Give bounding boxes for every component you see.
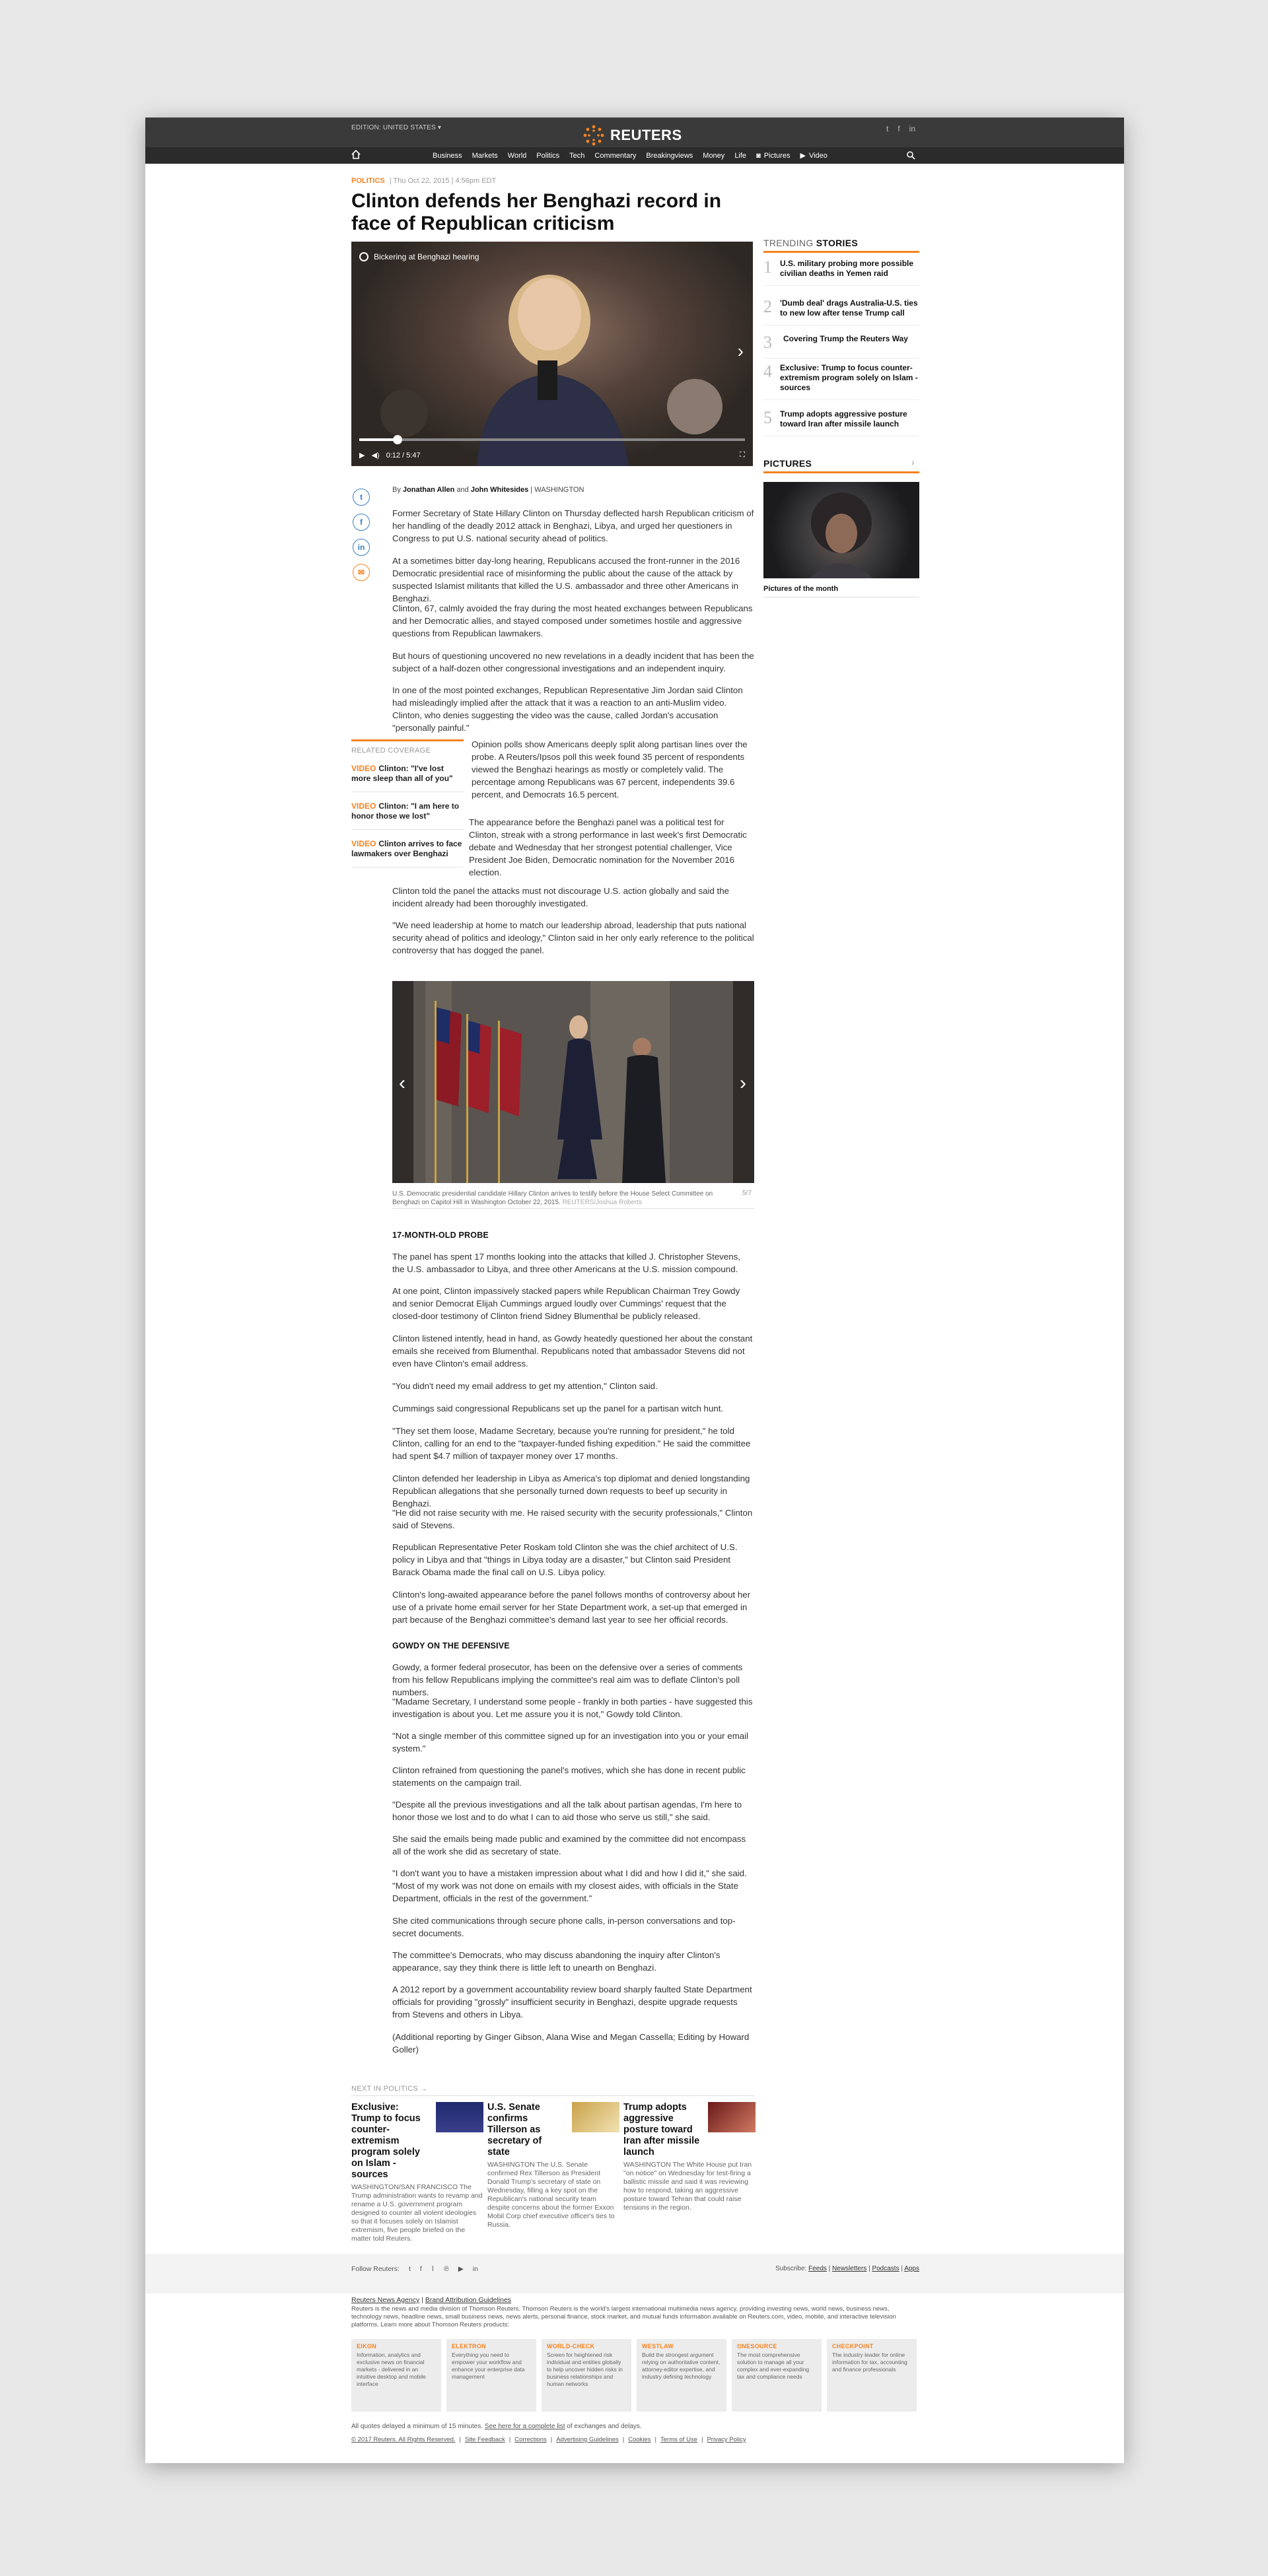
chevron-right-icon[interactable]: › [911,457,915,467]
article-paragraph: Opinion polls show Americans deeply split along partisan lines over the probe. A Reuters/Ipsos poll this week found 35 percent of respondents viewed the Benghazi hearings as mostly or completely valid. The percentage among Republicans was 67 percent, independents 39.6 percent, and Democrats 16.5 percent. [472,739,748,799]
search-icon[interactable] [906,151,915,160]
next-article-headline[interactable]: Trump adopts aggressive posture toward Iran after missile launch [623,2102,700,2157]
email-share-icon[interactable]: ✉ [353,564,370,581]
article-paragraph: The appearance before the Benghazi panel was a political test for Clinton, streak with a strong performance in last week's first Democratic debate and Wednesday that her strongest potential challenger, Vice President Joe Biden, Democratic nomination for the November 2016 election. [469,817,747,877]
linkedin-icon[interactable]: in [472,2265,478,2273]
next-article-card[interactable] [351,2102,483,2243]
article-paragraph: "You didn't need my email address to get my attention," Clinton said. [392,1381,658,1391]
trending-rule [763,251,919,253]
reuters-logo[interactable] [582,124,682,147]
fullscreen-icon[interactable]: ⛶ [740,451,745,459]
follow-reuters: Follow Reuters: t f ⌇ ℗ ▶ in [351,2265,478,2273]
article-paragraph: A 2012 report by a government accountability review board sharply faulted State Department officials for providing "grossly" insufficient security in Benghazi, despite upgrade requests from Stevens and others in Libya. [392,1984,752,2019]
article-paragraph: Gowdy, a former federal prosecutor, has been on the defensive over a series of comments from his fellow Republicans implying the committee's real aim was to deflate Clinton's poll numbers. [392,1662,743,1697]
subhead: GOWDY ON THE DEFENSIVE [392,1641,510,1650]
article-paragraph: "Despite all the previous investigations and all the talk about partisan agendas, I'm here to honor those we lost and to do what I can to aid those who serve us still," she said. [392,1800,742,1822]
reuters-news-agency-link[interactable]: Reuters News Agency [351,2296,420,2304]
reuters-logo-icon [582,124,605,147]
article-paragraph: The committee's Democrats, who may discuss abandoning the inquiry after Clinton's appearance, say they think there is little left to unearth on Benghazi. [392,1950,721,1973]
next-article-summary: WASHINGTON The U.S. Senate confirmed Rex Tillerson as President Donald Trump's secretary of state on Wednesday, filling a key spot on the Republican's national security team despite concerns about the former Exxon Mobil Corp chief executive officer's ties to Russia. [487,2161,615,2229]
article-paragraph: But hours of questioning uncovered no new revelations in a deadly incident that has been the subject of a half-dozen other congressional investigations and an independent inquiry. [392,651,754,673]
legal-links: © 2017 Reuters. All Rights Reserved. | Site Feedback | Corrections | Advertising Guidelines | Cookies | Terms of Use | Privacy Policy [351,2436,746,2443]
terms-link[interactable]: Terms of Use [660,2436,697,2443]
apps-link[interactable]: Apps [904,2265,919,2272]
nav-breakingviews[interactable]: Breakingviews [646,151,693,160]
article-date: Thu Oct 22, 2015 | 4:56pm EDT [393,177,497,185]
article-paragraph: "We need leadership at home to match our leadership abroad, leadership that puts national security ahead of politics and ideology," Clinton said in her only early reference to the political controversy that has dogged the panel. [392,920,754,955]
twitter-share-icon[interactable]: t [353,489,370,506]
about-text: Reuters is the news and media division of Thomson Reuters. Thomson Reuters is the world's largest international multimedia news agency, providing investing news, world news, business news, technology news, headline news, small business news, news alerts, personal finance, stock market, and mutual funds information available on Reuters.com, video, mobile, and interactive television platforms. Learn more about Thomson Reuters products: [351,2305,896,2328]
site-feedback-link[interactable]: Site Feedback [464,2436,505,2443]
trending-item[interactable]: 5 Trump adopts aggressive posture toward Iran after missile launch [763,409,919,436]
corrections-link[interactable]: Corrections [514,2436,547,2443]
nav-money[interactable]: Money [703,151,725,160]
brand-guidelines-link[interactable]: Brand Attribution Guidelines [425,2296,512,2304]
next-article-headline[interactable]: U.S. Senate confirms Tillerson as secretary of state [487,2102,542,2157]
nav-world[interactable]: World [507,151,527,160]
article-paragraph: Clinton, 67, calmly avoided the fray during the most heated exchanges between Republicans and her Democratic allies, and stayed composed under sometimes hostile and aggressive questions from Republican lawmakers. [392,603,753,638]
gallery-prev-arrow[interactable]: ‹ [399,1072,405,1094]
related-item[interactable]: VIDEO Clinton arrives to face lawmakers over Benghazi [351,839,464,867]
sep: | [389,177,392,185]
next-article-thumb[interactable] [708,2102,756,2132]
logo-text: REUTERS [610,127,682,143]
video-progress-fill [359,438,398,441]
video-title: Bickering at Benghazi hearing [359,252,479,261]
trending-item[interactable]: 2 'Dumb deal' drags Australia-U.S. ties to new low after tense Trump call [763,298,919,325]
article-kicker [351,177,496,185]
product-card[interactable]: ONESOURCE The most comprehensive solution to manage all your complex and ever-expanding tax and compliance needs [732,2339,822,2412]
video-still [351,242,753,466]
video-time: 0:12 / 5:47 [386,451,421,459]
footer-bar [145,2254,1124,2293]
video-next-arrow[interactable]: › [737,341,744,361]
article-paragraph: Cummings said congressional Republicans set up the panel for a partisan witch hunt. [392,1404,724,1413]
podcasts-link[interactable]: Podcasts [872,2265,899,2272]
rss-icon[interactable]: ⌇ [431,2265,435,2273]
main-nav [145,147,1124,164]
article-paragraph: Former Secretary of State Hillary Clinton on Thursday deflected harsh Republican criticism of her handling of the deadly 2012 attack in Benghazi, Libya, and urged her questioners in Congress to put U.S. national security ahead of politics. [392,508,754,543]
product-card[interactable]: WORLD-CHECK Screen for heightened risk individual and entities globally to help uncover hidden risks in business relationships and human networks [542,2339,631,2412]
nav-commentary[interactable]: Commentary [594,151,637,160]
feeds-link[interactable]: Feeds [808,2265,827,2272]
divider [351,2095,754,2096]
twitter-icon[interactable]: t [886,124,889,133]
next-article-summary: WASHINGTON The White House put Iran "on notice" on Wednesday for test-firing a ballistic missile and said it was reviewing how to respond, taking an aggressive posture toward Tehran that could raise tensions in the region. [623,2161,752,2212]
article-paragraph: "I don't want you to have a mistaken impression about what I did and how I did it," she said. "Most of my work was not done on emails with my closest aides, with officials in the State Department, officials in the rest of the government." [392,1868,747,1903]
video-icon: ▶ [800,152,806,160]
nav-video[interactable]: ▶ Video [800,151,828,160]
article-paragraph: The panel has spent 17 months looking into the attacks that killed J. Christopher Stevens, the U.S. ambassador to Libya, and three other Americans at the U.S. mission compound. [392,1252,741,1274]
article-paragraph: "Not a single member of this committee signed up for an investigation into you or your email system." [392,1731,749,1753]
article-paragraph: Clinton told the panel the attacks must not discourage U.S. action globally and said the incident already had been thoroughly investigated. [392,886,730,908]
exchanges-list-link[interactable]: See here for a complete list [484,2423,565,2430]
article-paragraph: Clinton refrained from questioning the panel's motives, which she has done in recent public statements on the campaign trail. [392,1765,746,1788]
product-card[interactable]: WESTLAW Build the strongest argument relying on authoritative content, attorney-editor expertise, and industry defining technology [637,2339,726,2412]
volume-icon[interactable]: ◀) [371,452,380,459]
next-article-thumb[interactable] [436,2102,483,2132]
reuters-video-icon [359,252,369,261]
twitter-icon[interactable]: t [408,2265,411,2273]
related-title: RELATED COVERAGE [351,747,431,755]
gallery-next-arrow[interactable]: › [740,1072,746,1094]
article-headline: Clinton defends her Benghazi record in face of Republican criticism [351,190,722,234]
product-card[interactable]: CHECKPOINT The industry leader for online information for tax, accounting and finance professionals [827,2339,917,2412]
next-article-summary: WASHINGTON/SAN FRANCISCO The Trump administration wants to revamp and rename a U.S. government program designed to counter all violent ideologies so that it focuses solely on Islamist extremism, five people briefed on the matter told Reuters. [351,2183,483,2243]
quotes-delay-notice: All quotes delayed a minimum of 15 minutes. See here for a complete list of exchanges and delays. [351,2423,642,2430]
next-in-politics-title[interactable]: NEXT IN POLITICS → [351,2085,428,2093]
next-article-headline[interactable]: Exclusive: Trump to focus counter-extremism program solely on Islam - sources [351,2102,421,2180]
arrow-right-icon: → [420,2085,428,2093]
nav-markets[interactable]: Markets [472,151,498,160]
facebook-share-icon[interactable]: f [353,514,370,531]
youtube-icon[interactable]: ▶ [458,2265,464,2273]
article-paragraph: (Additional reporting by Ginger Gibson, Alana Wise and Megan Cassella; Editing by Howard Goller) [392,2032,750,2054]
related-item[interactable]: VIDEO Clinton: "I've lost more sleep than all of you" [351,764,464,792]
article-paragraph: She cited communications through secure phone calls, in-person conversations and top-secret documents. [392,1916,736,1938]
next-article-card[interactable] [623,2102,756,2212]
related-item[interactable]: VIDEO Clinton: "I am here to honor those we lost" [351,801,464,830]
trending-item[interactable]: 3 Covering Trump the Reuters Way [763,334,919,358]
article-paragraph: "They set them loose, Madame Secretary, because you're running for president," he told Clinton, calling for an end to the "taxpayer-funded fishing expedition." He said the committee had spent $4.7 million of taxpayer money over 17 months. [392,1426,751,1461]
photo-gallery[interactable] [392,981,754,1183]
page [145,118,1124,2463]
author-link[interactable]: John Whitesides [470,486,529,494]
gallery-caption: U.S. Democratic presidential candidate Hillary Clinton arrives to testify before the House Select Committee on Benghazi on Capitol Hill in Washington October 22, 2015. REUTERS/Joshua Roberts [392,1190,713,1206]
next-article-card[interactable] [487,2102,619,2229]
video-controls [359,451,745,459]
nav-business[interactable]: Business [433,151,462,160]
divider [392,1208,754,1209]
linkedin-share-icon[interactable]: in [353,539,370,556]
related-coverage [351,739,464,867]
gallery-photo [392,981,754,1183]
edition-selector[interactable]: EDITION: UNITED STATES ▾ [351,124,442,131]
article-paragraph: She said the emails being made public and examined by the committee did not encompass all of the work she did as secretary of state. [392,1834,746,1856]
facebook-icon[interactable]: f [898,124,900,133]
cookies-link[interactable]: Cookies [628,2436,651,2443]
subhead: 17-MONTH-OLD PROBE [392,1231,489,1240]
privacy-link[interactable]: Privacy Policy [707,2436,746,2443]
article-paragraph: Clinton's long-awaited appearance before the panel follows months of controversy about her use of a private home email server for her State Department work, a set-up that emerged in part because of the Benghazi committee's demand last year to see her official records. [392,1590,751,1625]
article-paragraph: Clinton listened intently, head in hand, as Gowdy heatedly questioned her about the constant emails she received from Blumenthal. Republicans noted that ambassador Stevens did not even have Clinton's email address. [392,1334,753,1369]
nav-life[interactable]: Life [734,151,747,160]
pinterest-icon[interactable]: ℗ [443,2265,449,2273]
trending-title: TRENDING STORIES [763,238,859,248]
product-card[interactable]: EIKON Information, analytics and exclusive news on financial markets - delivered in an intuitive desktop and mobile interface [351,2339,441,2412]
home-icon[interactable] [351,150,361,159]
article-paragraph: At a sometimes bitter day-long hearing, Republicans accused the front-runner in the 2016 Democratic presidential race of misinforming the public about the cause of the attack by suspected Islamist militants that killed the U.S. ambassador and three other Americans in Benghazi. [392,556,740,603]
facebook-icon[interactable]: f [419,2265,422,2273]
author-link[interactable]: Jonathan Allen [402,486,455,494]
byline: By Jonathan Allen and John Whitesides | WASHINGTON [392,486,584,494]
trending-item[interactable]: 4 Exclusive: Trump to focus counter-extremism program solely on Islam - sources [763,363,919,400]
article-paragraph: In one of the most pointed exchanges, Republican Representative Jim Jordan said Clinton had misleadingly implied after the attack that it was a reaction to an anti-Muslim video. Clinton, who denies suggesting the video was the cause, called Jordan's accusation "personally painful." [392,685,743,733]
pictures-image[interactable] [763,482,919,578]
next-article-thumb[interactable] [572,2102,619,2132]
article-paragraph: At one point, Clinton impassively stacked papers while Republican Chairman Trey Gowdy and senior Democrat Elijah Cummings argued loudly over Cummings' request that the closed-door testimony of Clinton friend Sidney Blumenthal be publicly released. [392,1286,740,1321]
video-player[interactable] [351,242,753,466]
copyright-link[interactable]: © 2017 Reuters. All Rights Reserved. [351,2436,456,2443]
pictures-title[interactable]: PICTURES [763,458,812,469]
product-card[interactable]: ELEKTRON Everything you need to empower your workflow and enhance your enterprise data management [446,2339,536,2412]
video-frame [351,242,753,466]
pictures-rule [763,471,919,473]
nav-politics[interactable]: Politics [536,151,560,160]
section-link[interactable]: POLITICS [351,177,385,185]
advertising-guidelines-link[interactable]: Advertising Guidelines [556,2436,619,2443]
newsletters-link[interactable]: Newsletters [832,2265,867,2272]
subscribe-links: Subscribe: Feeds | Newsletters | Podcasts | Apps [775,2265,919,2272]
pictures-still [763,482,919,578]
article-paragraph: "Madame Secretary, I understand some people - frankly in both parties - have suggested this investigation is about you. Let me assure you it is not," Gowdy told Clinton. [392,1697,753,1719]
nav-pictures[interactable]: ◙ Pictures [756,151,791,160]
play-icon[interactable]: ▶ [359,452,365,459]
gallery-count: 5/7 [742,1190,752,1197]
pictures-caption[interactable]: Pictures of the month [763,585,839,593]
article-paragraph: Republican Representative Peter Roskam told Clinton she was the chief architect of U.S. policy in Libya and that "things in Libya today are a disaster," but Clinton said President Barack Obama made the final call on U.S. Libya policy. [392,1542,738,1577]
article-paragraph: "He did not raise security with me. He raised security with the security professionals," Clinton said of Stevens. [392,1508,753,1530]
trending-item[interactable]: 1 U.S. military probing more possible civilian deaths in Yemen raid [763,259,919,286]
article-paragraph: Clinton defended her leadership in Libya as America's top diplomat and denied longstanding Republican allegations that she personally turned down requests to beef up security in Benghazi. [392,1474,750,1508]
video-progress-bar[interactable] [359,438,745,441]
camera-icon: ◙ [756,151,761,160]
header-social [886,124,915,133]
agency-links: Reuters News Agency | Brand Attribution Guidelines [351,2296,512,2304]
nav-tech[interactable]: Tech [569,151,585,160]
linkedin-icon[interactable]: in [909,124,915,133]
